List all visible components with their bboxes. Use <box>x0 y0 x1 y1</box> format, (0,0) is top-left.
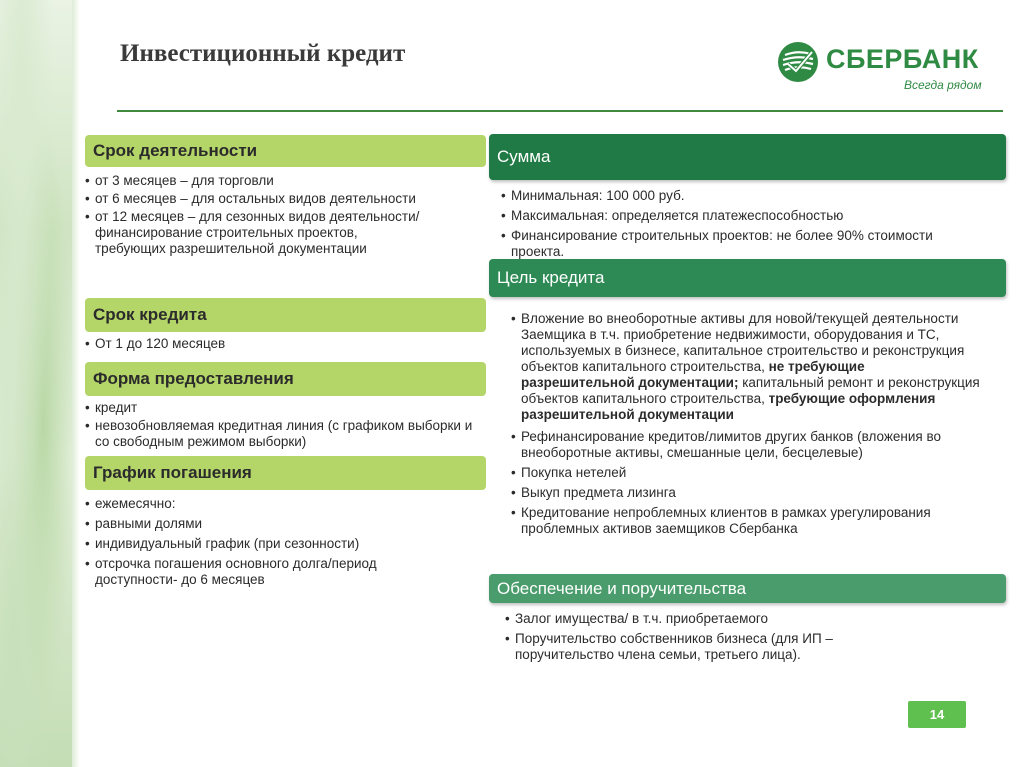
schedule-list <box>85 490 455 588</box>
collateral-header: Обеспечение и поручительства <box>489 574 1006 603</box>
list-item: • Минимальная: 100 000 руб. <box>501 188 941 204</box>
sum-section <box>489 134 1006 260</box>
list-item <box>511 311 981 423</box>
list-item: • от 12 месяцев – для сезонных видов деятельности/финансирование строительных проектов, требующих разрешительной документации <box>85 209 425 257</box>
schedule-header: График погашения <box>85 456 486 490</box>
form-section <box>85 362 486 450</box>
list-item: • Покупка нетелей <box>511 465 981 481</box>
list-item: • невозобновляемая кредитная линия (с графиком выборки и со свободным режимом выборки) <box>85 418 475 450</box>
purpose-text: капитальный ремонт и реконструкция объектов капитального строительства, <box>521 375 980 406</box>
list-item: • от 3 месяцев – для торговли <box>85 173 425 189</box>
list-item: • Максимальная: определяется платежеспособностью <box>501 208 941 224</box>
purpose-bold-text: требующие оформления разрешительной документации <box>521 391 936 422</box>
list-item: • индивидуальный график (при сезонности) <box>85 536 455 552</box>
credit-term-section <box>85 298 486 352</box>
list-item: • кредит <box>85 400 475 416</box>
term-list <box>85 167 425 257</box>
list-item: • Рефинансирование кредитов/лимитов других банков (вложения во внеоборотные активы, смешанные цели, бесцелевые) <box>511 429 981 461</box>
credit-term-list <box>85 336 486 352</box>
credit-term-header: Срок кредита <box>85 298 486 332</box>
slide-title: Инвестиционный кредит <box>120 40 406 67</box>
list-item: • от 6 месяцев – для остальных видов деятельности <box>85 191 425 207</box>
sum-header: Сумма <box>489 134 1006 180</box>
purpose-header: Цель кредита <box>489 259 1006 297</box>
logo-wordmark: СБЕРБАНК <box>826 44 979 74</box>
list-item: • равными долями <box>85 516 455 532</box>
form-list <box>85 400 475 450</box>
purpose-bold-text: не требующие разрешительной документации; <box>521 359 865 390</box>
collateral-section <box>489 574 1006 663</box>
decorative-leaf-strip <box>0 0 72 767</box>
term-header: Срок деятельности <box>85 135 486 167</box>
list-item: • Финансирование строительных проектов: не более 90% стоимости проекта. <box>501 228 941 260</box>
list-item: • ежемесячно: <box>85 496 455 512</box>
list-item: • От 1 до 120 месяцев <box>85 336 486 352</box>
collateral-list <box>489 603 925 663</box>
title-divider <box>117 110 1003 112</box>
form-header: Форма предоставления <box>85 362 486 396</box>
sum-list <box>489 180 941 260</box>
schedule-section <box>85 456 486 588</box>
logo-tagline: Всегда рядом <box>904 78 982 92</box>
list-item: • отсрочка погашения основного долга/период доступности- до 6 месяцев <box>85 556 455 588</box>
list-item: • Кредитование непроблемных клиентов в рамках урегулирования проблемных активов заемщиков Сбербанка <box>511 505 981 537</box>
sberbank-logo-icon <box>776 40 820 84</box>
purpose-text: Вложение во внеоборотные активы для новой/текущей деятельности Заемщика в т.ч. приобретение недвижимости, оборудования и ТС, используемых в бизнесе, капитальное строительство и реконструкция объектов капитального строительства, <box>521 311 965 374</box>
list-item: • Поручительство собственников бизнеса (для ИП – поручительство члена семьи, третьего лица). <box>505 631 925 663</box>
term-section <box>85 135 486 257</box>
purpose-section <box>489 259 1006 537</box>
list-item: • Выкуп предмета лизинга <box>511 485 981 501</box>
decorative-strip-edge <box>72 0 80 767</box>
sberbank-logo <box>776 40 991 100</box>
page-number: 14 <box>908 701 966 728</box>
list-item: • Залог имущества/ в т.ч. приобретаемого <box>505 611 925 627</box>
purpose-list <box>489 297 981 537</box>
